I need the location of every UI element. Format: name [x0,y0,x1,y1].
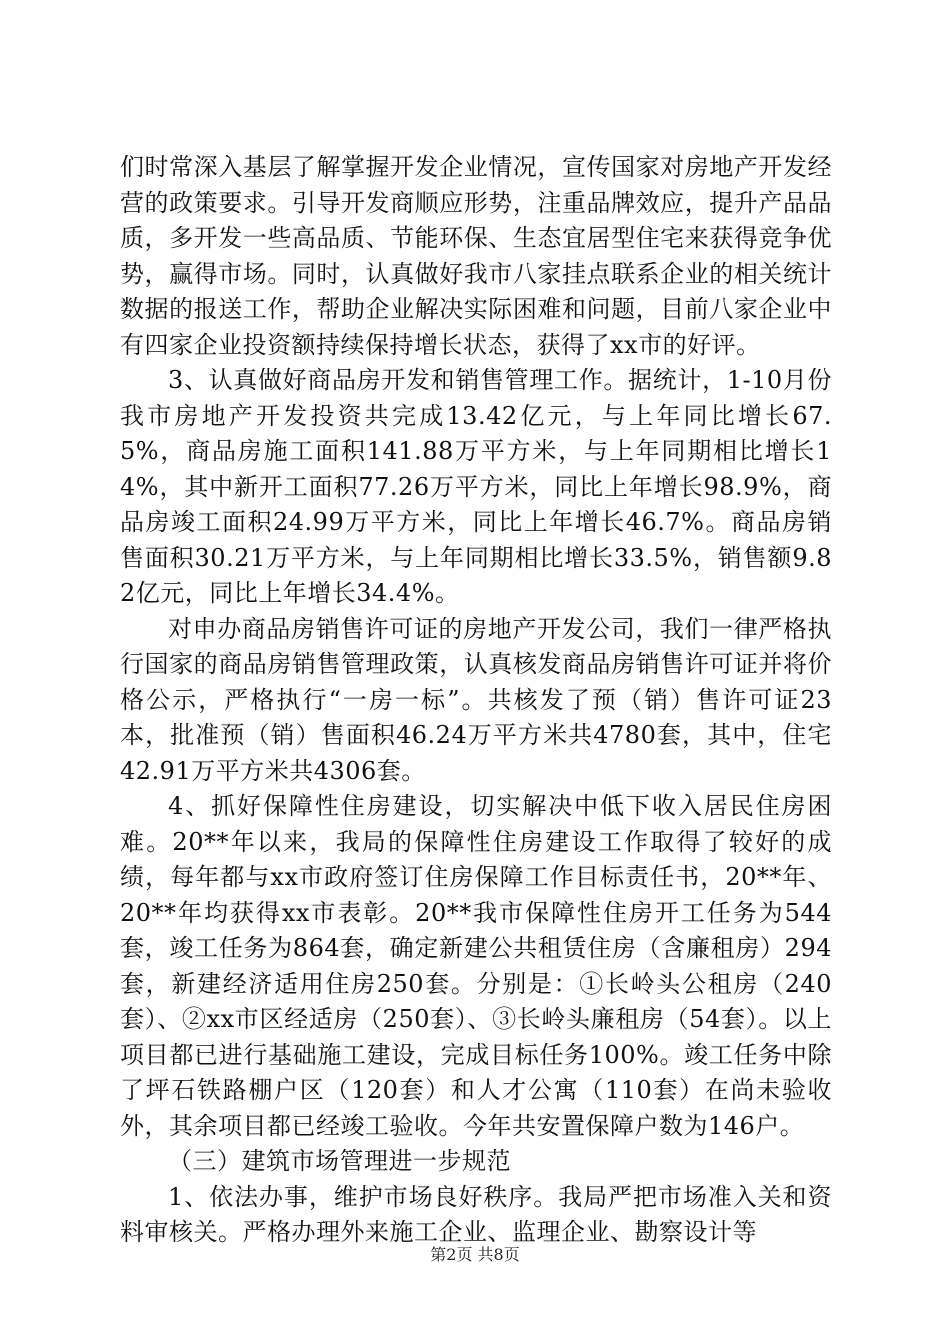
document-body [120,150,832,1251]
paragraph-market-order: 1、依法办事，维护市场良好秩序。我局严把市场准入关和资料审核关。严格办理外来施工企业、监理企业、勘察设计等 [120,1182,832,1246]
paragraph-commercial-housing: 3、认真做好商品房开发和销售管理工作。据统计，1-10月份我市房地产开发投资共完成13.42亿元，与上年同比增长67.5%，商品房施工面积141.88万平方米，与上年同期相比增长14%，其中新开工面积77.26万平方米，同比上年增长98.9%，商品房竣工面积24.99万平方米，同比上年增长46.7%。商品房销售面积30.21万平方米，与上年同期相比增长33.5%，销售额9.82亿元，同比上年增长34.4%。 [120,366,832,607]
paragraph-continuation: 们时常深入基层了解掌握开发企业情况，宣传国家对房地产开发经营的政策要求。引导开发商顺应形势，注重品牌效应，提升产品品质，多开发一些高品质、节能环保、生态宜居型住宅来获得竞争优势，赢得市场。同时，认真做好我市八家挂点联系企业的相关统计数据的报送工作，帮助企业解决实际困难和问题，目前八家企业中有四家企业投资额持续保持增长状态，获得了xx市的好评。 [120,153,832,359]
section-heading: （三）建筑市场管理进一步规范 [168,1147,511,1175]
page-footer: 第2页 共8页 [430,1245,520,1264]
paragraph-affordable-housing: 4、抓好保障性住房建设，切实解决中低下收入居民住房困难。20**年以来，我局的保障性住房建设工作取得了较好的成绩，每年都与xx市政府签订住房保障工作目标责任书，20**年、20**年均获得xx市表彰。20**我市保障性住房开工任务为544套，竣工任务为864套，确定新建公共租赁住房（含廉租房）294套，新建经济适用住房250套。分别是：①长岭头公租房（240套）、②xx市区经适房（250套）、③长岭头廉租房（54套）。以上项目都已进行基础施工建设，完成目标任务100%。竣工任务中除了坪石铁路棚户区（120套）和人才公寓（110套）在尚未验收外，其余项目都已经竣工验收。今年共安置保障户数为146户。 [120,792,832,1140]
paragraph-sales-permit: 对申办商品房销售许可证的房地产开发公司，我们一律严格执行国家的商品房销售管理政策，认真核发商品房销售许可证并将价格公示，严格执行“一房一标”。共核发了预（销）售许可证23本，批准预（销）售面积46.24万平方米共4780套，其中，住宅42.91万平方米共4306套。 [120,614,832,785]
